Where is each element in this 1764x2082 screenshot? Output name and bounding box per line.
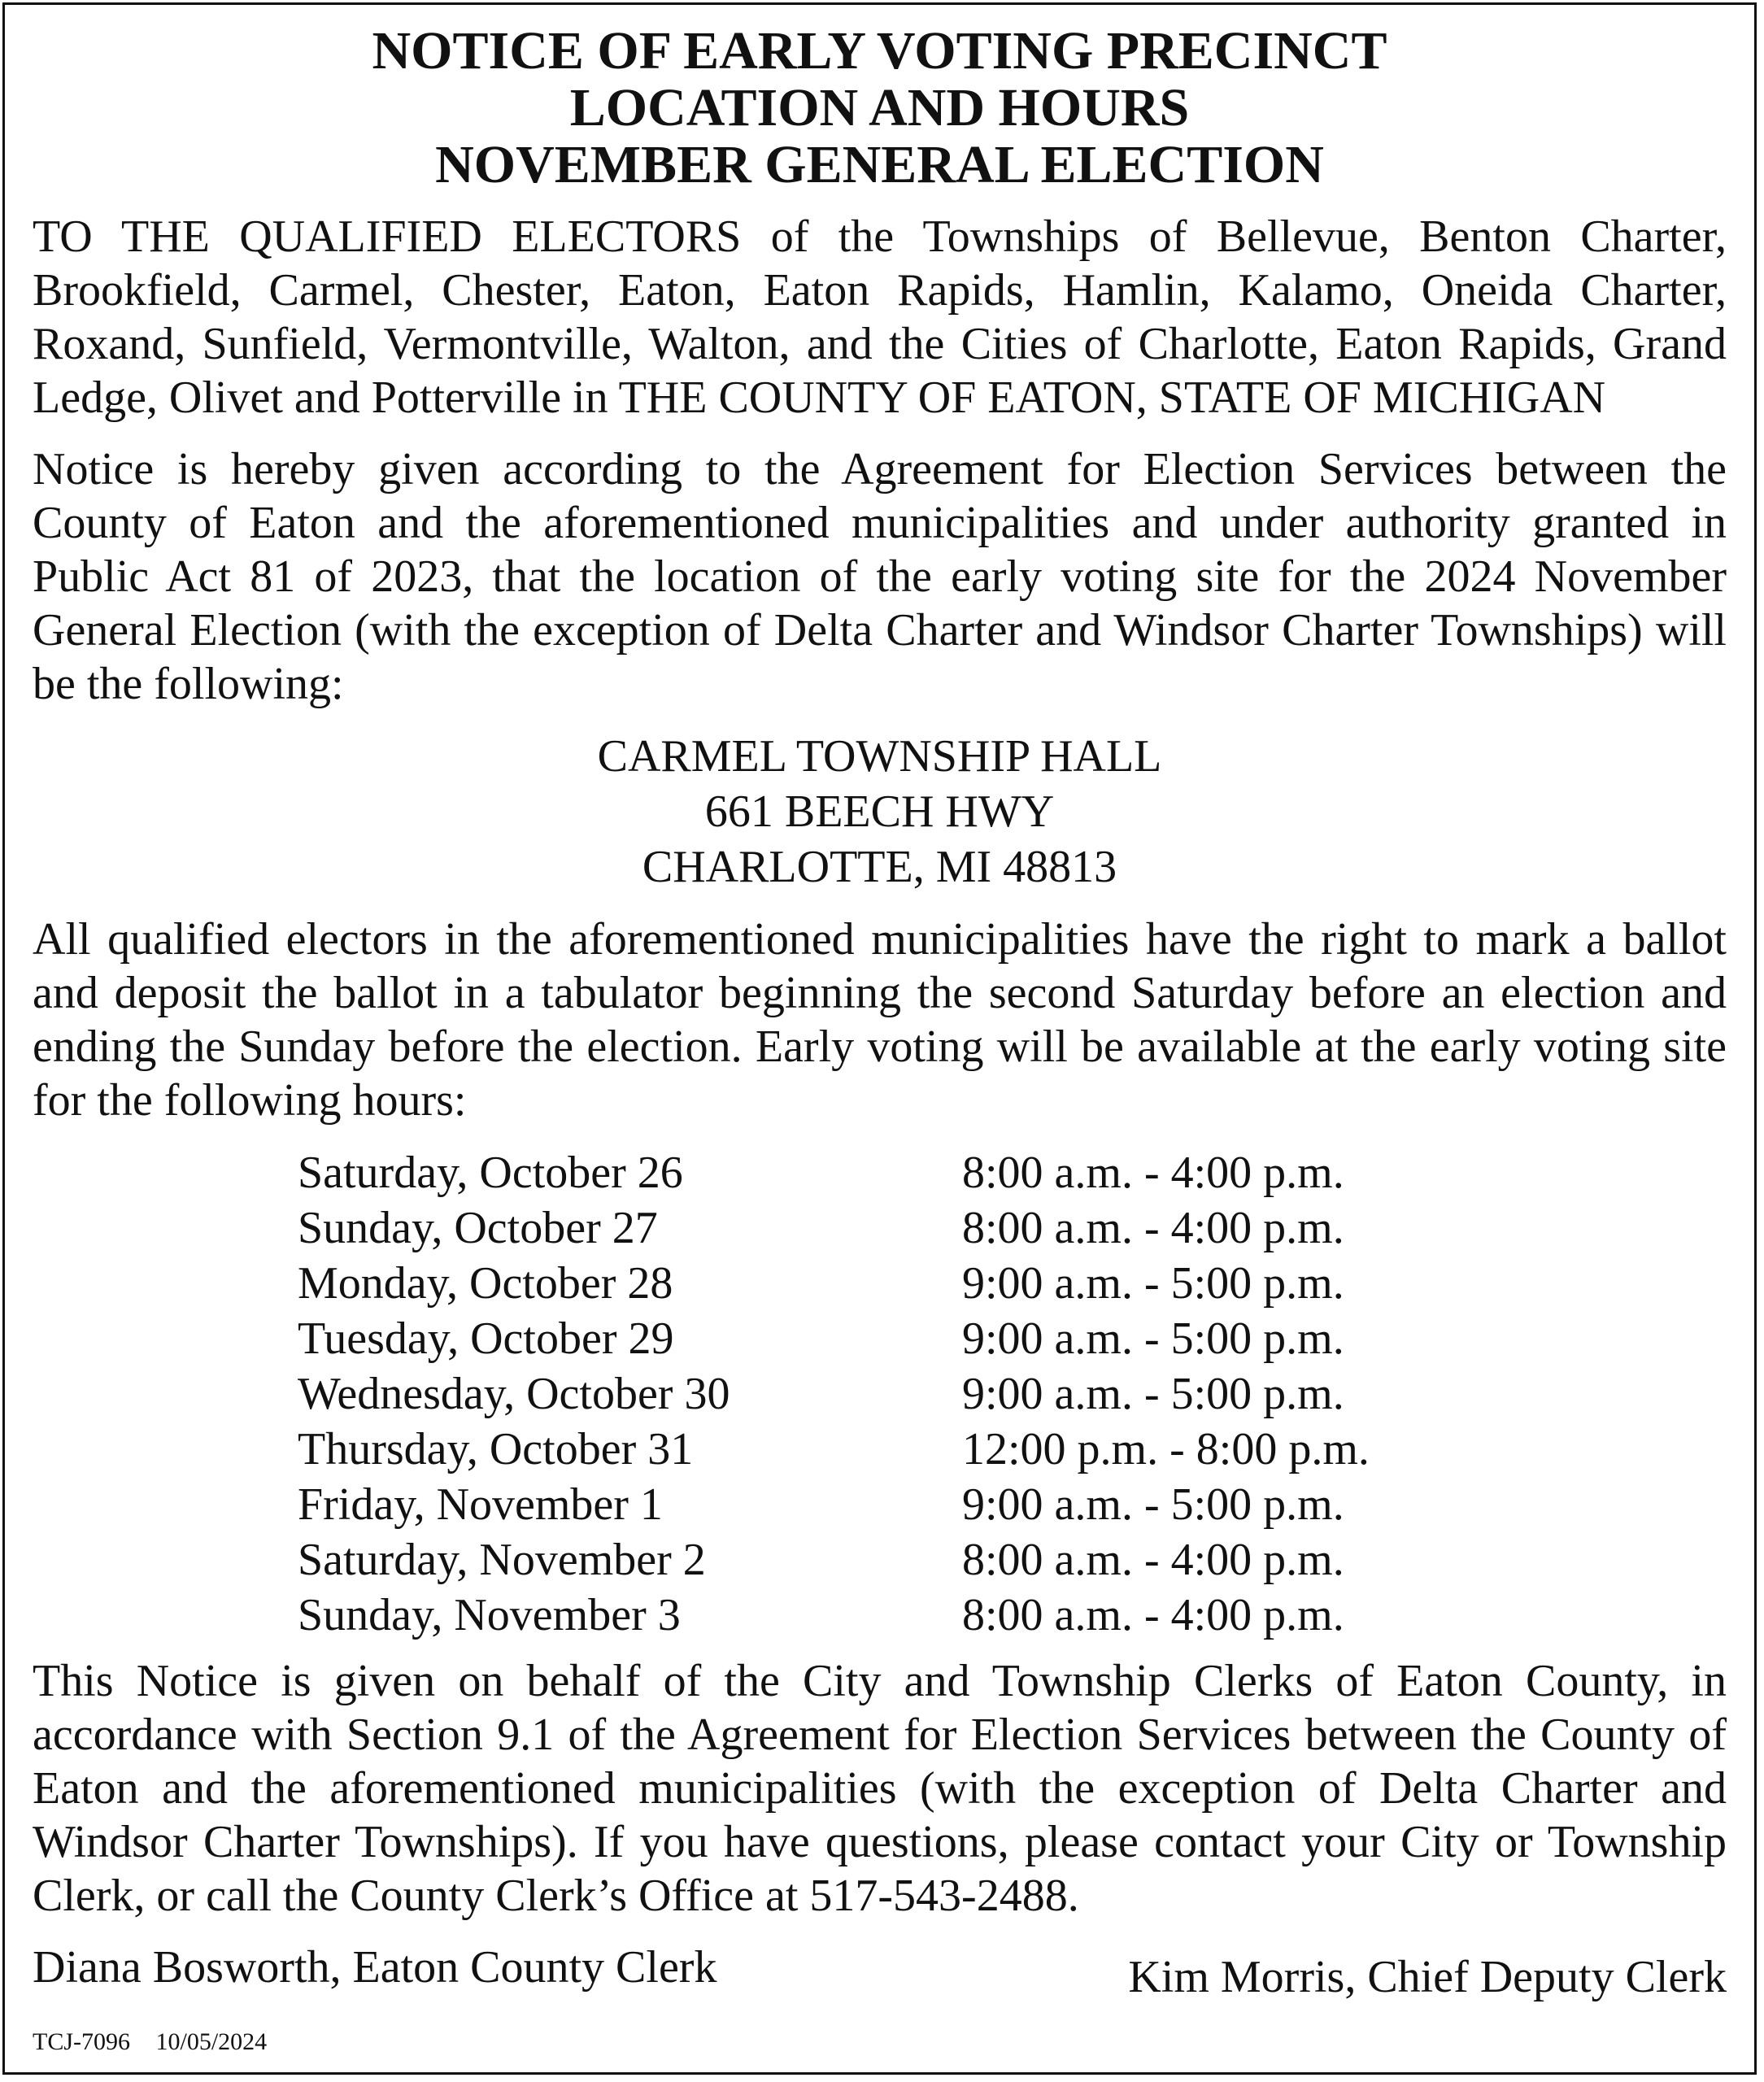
notice-paragraph: Notice is hereby given according to the Agreement for Election Services between the County of Eaton and the aforementioned municipalities and under authority granted in Public Act 81 of 2023, that the location of the early voting site for the 2024 November General Election (with the exception of Delta Charter and Windsor Charter Townships) will be the following: <box>33 444 1727 709</box>
schedule-row <box>33 1477 1727 1532</box>
schedule-row <box>33 1532 1727 1588</box>
title-line-1: NOTICE OF EARLY VOTING PRECINCT <box>372 21 1387 81</box>
deputy-clerk-signature: Kim Morris, Chief Deputy Clerk <box>1128 1952 1727 2002</box>
legal-notice <box>2 2 1757 2075</box>
schedule-day: Wednesday, October 30 <box>298 1369 730 1419</box>
schedule-hours: 9:00 a.m. - 5:00 p.m. <box>962 1313 1344 1364</box>
schedule-hours: 8:00 a.m. - 4:00 p.m. <box>962 1148 1344 1198</box>
schedule-day: Sunday, October 27 <box>298 1203 658 1253</box>
schedule-row <box>33 1311 1727 1366</box>
schedule-day: Saturday, October 26 <box>298 1148 683 1198</box>
schedule-hours: 9:00 a.m. - 5:00 p.m. <box>962 1479 1344 1530</box>
publication-date: 10/05/2024 <box>155 2028 268 2055</box>
schedule-day: Sunday, November 3 <box>298 1590 681 1640</box>
intro-paragraph: TO THE QUALIFIED ELECTORS of the Townships of Bellevue, Benton Charter, Brookfield, Carmel, Chester, Eaton, Eaton Rapids, Hamlin, Kalamo, Oneida Charter, Roxand, Sunfield, Vermontville, Walton, and the Cities of Charlotte, Eaton Rapids, Grand Ledge, Olivet and Potterville in THE COUNTY OF EATON, STATE OF MICHIGAN <box>33 211 1727 423</box>
schedule-day: Tuesday, October 29 <box>298 1313 674 1364</box>
location-name: CARMEL TOWNSHIP HALL <box>597 731 1162 782</box>
schedule-row <box>33 1145 1727 1200</box>
schedule-hours: 9:00 a.m. - 5:00 p.m. <box>962 1258 1344 1309</box>
signature-block <box>33 1940 1727 2001</box>
title-line-3: NOVEMBER GENERAL ELECTION <box>435 135 1324 194</box>
title-line-2: LOCATION AND HOURS <box>569 78 1190 137</box>
schedule-hours: 9:00 a.m. - 5:00 p.m. <box>962 1369 1344 1419</box>
publication-code: TCJ-7096 <box>33 2028 130 2055</box>
schedule-row <box>33 1366 1727 1422</box>
location-city: CHARLOTTE, MI 48813 <box>642 842 1117 892</box>
schedule-row <box>33 1422 1727 1477</box>
schedule-hours: 8:00 a.m. - 4:00 p.m. <box>962 1535 1344 1585</box>
rights-paragraph: All qualified electors in the aforementioned municipalities have the right to mark a ballot and deposit the ballot in a tabulator beginning the second Saturday before an election and ending the Sunday before the election. Early voting will be available at the early voting site for the following hours: <box>33 914 1727 1126</box>
schedule-hours: 8:00 a.m. - 4:00 p.m. <box>962 1203 1344 1253</box>
schedule-hours: 12:00 p.m. - 8:00 p.m. <box>962 1424 1370 1474</box>
schedule-row <box>33 1256 1727 1311</box>
schedule-row <box>33 1200 1727 1256</box>
county-clerk-signature: Diana Bosworth, Eaton County Clerk <box>33 1942 717 1993</box>
schedule-day: Saturday, November 2 <box>298 1535 706 1585</box>
publication-footer <box>33 2028 267 2056</box>
early-voting-location <box>33 729 1727 895</box>
early-voting-schedule <box>33 1145 1727 1643</box>
notice-title <box>33 23 1727 194</box>
schedule-day: Monday, October 28 <box>298 1258 673 1309</box>
schedule-day: Thursday, October 31 <box>298 1424 694 1474</box>
location-street: 661 BEECH HWY <box>704 786 1055 837</box>
schedule-row <box>33 1588 1727 1643</box>
schedule-day: Friday, November 1 <box>298 1479 663 1530</box>
closing-paragraph: This Notice is given on behalf of the City and Township Clerks of Eaton County, in accordance with Section 9.1 of the Agreement for Election Services between the County of Eaton and the aforementioned municipalities (with the exception of Delta Charter and Windsor Charter Townships). If you have questions, please contact your City or Township Clerk, or call the County Clerk’s Office at 517-543-2488. <box>33 1656 1727 1921</box>
schedule-hours: 8:00 a.m. - 4:00 p.m. <box>962 1590 1344 1640</box>
